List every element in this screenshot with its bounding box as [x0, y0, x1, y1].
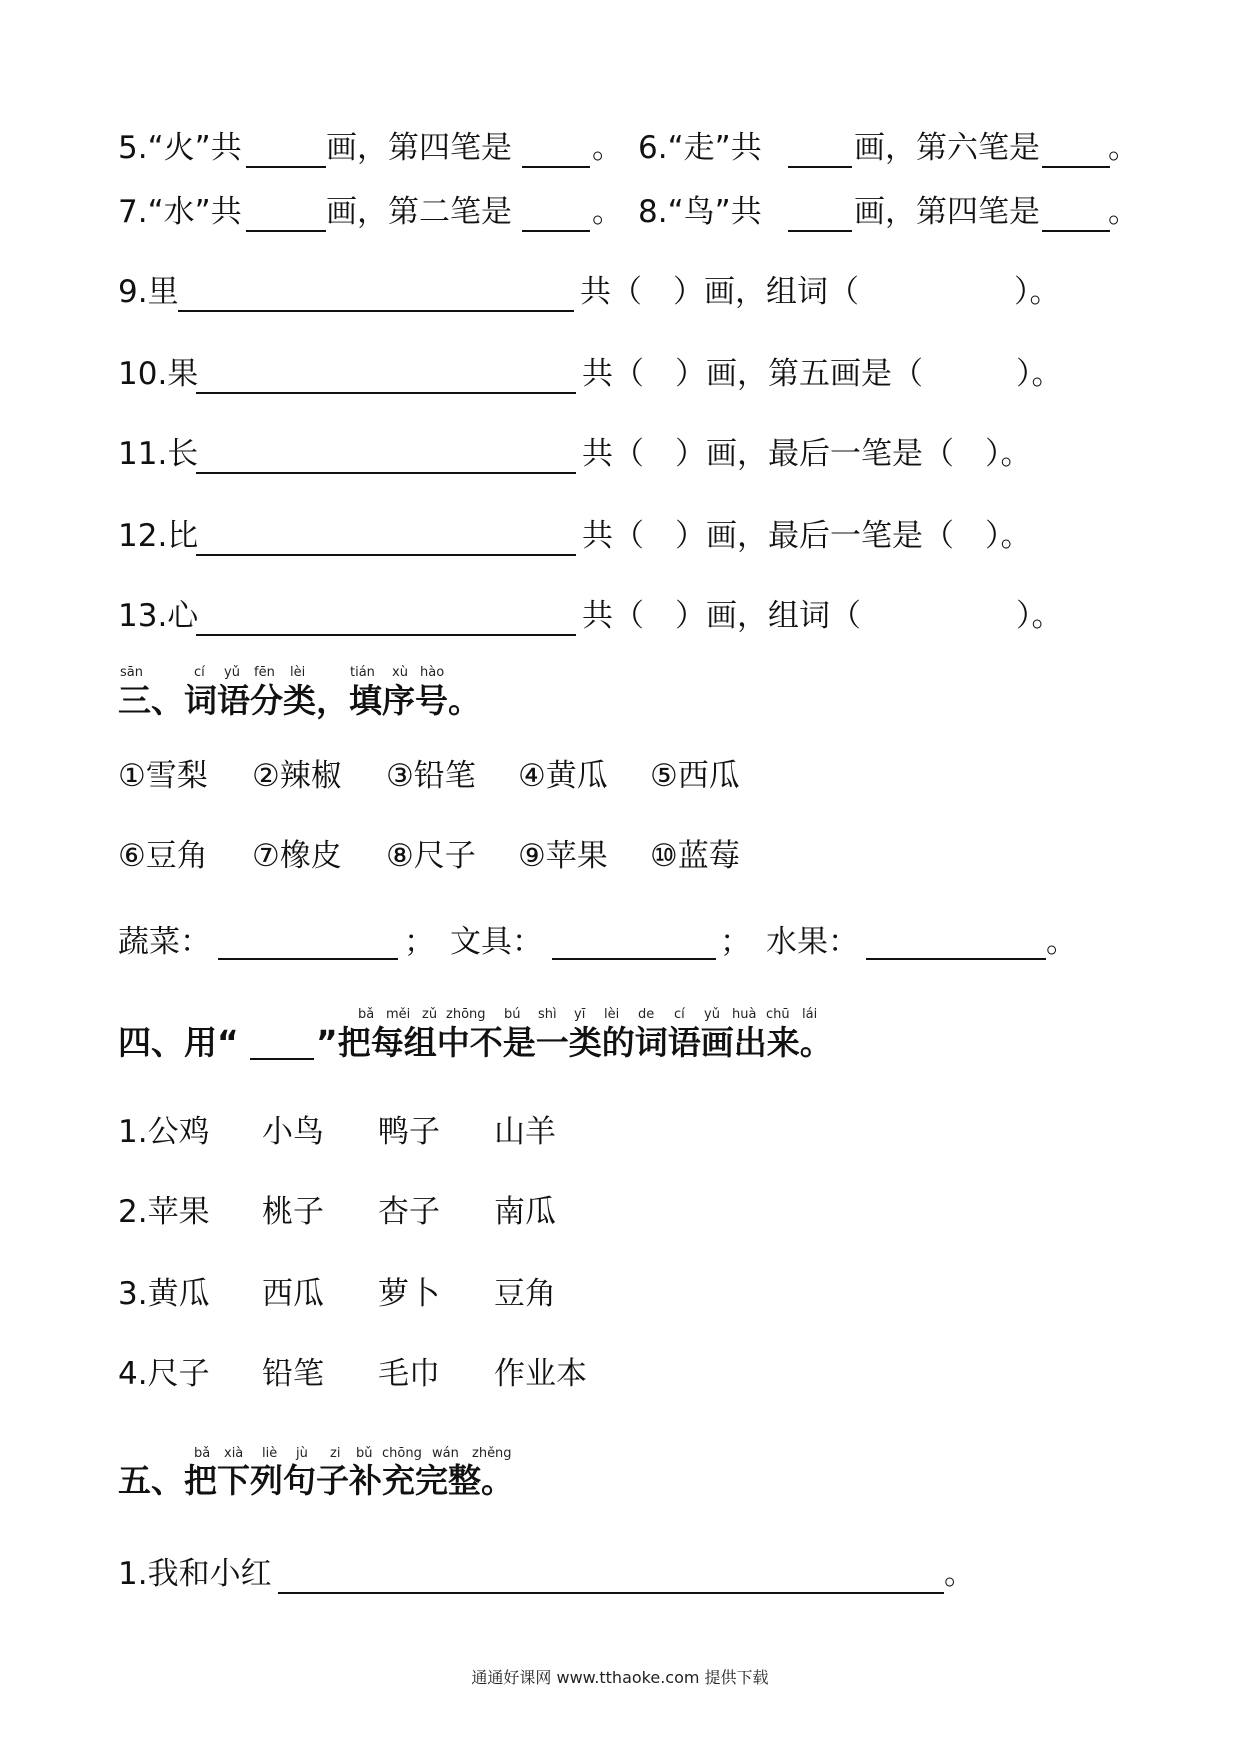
pinyin: měi	[386, 1007, 411, 1022]
footer-credit: 通通好课网 www.tthaoke.com 提供下载	[471, 1668, 769, 1687]
fruit-answer-line[interactable]	[866, 958, 1046, 960]
pinyin: cí	[194, 665, 205, 680]
stationery-answer-line[interactable]	[552, 958, 716, 960]
group-word[interactable]: 小鸟	[262, 1114, 324, 1150]
writing-line[interactable]	[178, 310, 574, 312]
write-item-tail: 共（ ）画，第五画是（ ）。	[582, 356, 1063, 392]
group-word[interactable]: 鸭子	[378, 1114, 440, 1150]
pinyin: bǎ	[358, 1007, 375, 1022]
blank-line[interactable]	[788, 230, 852, 232]
write-item-tail: 共（ ）画，组词（ ）。	[580, 274, 1061, 310]
writing-line[interactable]	[196, 392, 576, 394]
stroke-item-end: 。	[1108, 194, 1139, 230]
word-option: ③铅笔	[386, 758, 476, 794]
blank-line[interactable]	[246, 166, 326, 168]
stroke-item-mid: 画，第四笔是	[326, 130, 512, 166]
pinyin: fēn	[254, 665, 275, 680]
pinyin: zǔ	[422, 1007, 438, 1022]
pinyin: shì	[538, 1007, 557, 1022]
section-4-title-prefix: 四、用“	[118, 1023, 239, 1062]
write-item-label: 10.果	[118, 356, 199, 392]
group-word[interactable]: 作业本	[494, 1356, 587, 1392]
stroke-item-label: 8.“鸟”共	[638, 194, 762, 230]
group-word[interactable]: 山羊	[494, 1114, 556, 1150]
pinyin: tián	[350, 665, 375, 680]
category-fruit-label: 水果：	[766, 924, 859, 960]
stroke-item-label: 6.“走”共	[638, 130, 762, 166]
pinyin: yī	[574, 1007, 586, 1022]
word-option: ⑤西瓜	[650, 758, 740, 794]
write-item-label: 9.里	[118, 274, 179, 310]
write-item-tail: 共（ ）画，组词（ ）。	[582, 598, 1063, 634]
vegetables-answer-line[interactable]	[218, 958, 398, 960]
period: 。	[1046, 924, 1077, 960]
blank-line[interactable]	[1042, 166, 1110, 168]
section-5-title: 五、把下列句子补充完整。	[118, 1461, 514, 1500]
group-word[interactable]: 桃子	[262, 1194, 324, 1230]
stroke-item-end: 。	[592, 194, 623, 230]
sentence-item-label: 1.我和小红	[118, 1556, 272, 1592]
underline-symbol	[250, 1058, 314, 1060]
pinyin: bǎ	[194, 1446, 211, 1461]
sentence-item-end: 。	[944, 1556, 975, 1592]
category-vegetables-label: 蔬菜：	[118, 924, 211, 960]
separator: ；	[404, 924, 435, 960]
word-option: ①雪梨	[118, 758, 208, 794]
separator: ；	[720, 924, 751, 960]
pinyin: de	[638, 1007, 655, 1022]
pinyin: lèi	[290, 665, 306, 680]
writing-line[interactable]	[196, 472, 576, 474]
group-word[interactable]: 豆角	[494, 1276, 556, 1312]
write-item-label: 11.长	[118, 436, 199, 472]
pinyin: sān	[120, 665, 143, 680]
word-option: ②辣椒	[252, 758, 342, 794]
pinyin: jù	[296, 1446, 308, 1461]
pinyin: lèi	[604, 1007, 620, 1022]
pinyin: lái	[802, 1007, 818, 1022]
word-option: ⑦橡皮	[252, 838, 342, 874]
blank-line[interactable]	[788, 166, 852, 168]
pinyin: yǔ	[224, 665, 240, 680]
pinyin: zi	[330, 1446, 341, 1461]
write-item-tail: 共（ ）画，最后一笔是（ ）。	[582, 518, 1032, 554]
stroke-item-mid: 画，第六笔是	[854, 130, 1040, 166]
category-stationery-label: 文具：	[450, 924, 543, 960]
stroke-item-label: 7.“水”共	[118, 194, 242, 230]
group-word[interactable]: 南瓜	[494, 1194, 556, 1230]
writing-line[interactable]	[196, 634, 576, 636]
word-option: ⑨苹果	[518, 838, 608, 874]
section-3-title: 三、词语分类，填序号。	[118, 681, 481, 720]
pinyin: xià	[224, 1446, 244, 1461]
pinyin: zhōng	[446, 1007, 486, 1022]
pinyin: yǔ	[704, 1007, 720, 1022]
stroke-item-mid: 画，第四笔是	[854, 194, 1040, 230]
group-word[interactable]: 2.苹果	[118, 1194, 210, 1230]
writing-line[interactable]	[196, 554, 576, 556]
blank-line[interactable]	[522, 166, 590, 168]
word-option: ⑥豆角	[118, 838, 208, 874]
pinyin: chū	[766, 1007, 790, 1022]
section-4-title-suffix: ”把每组中不是一类的词语画出来。	[316, 1023, 833, 1062]
blank-line[interactable]	[1042, 230, 1110, 232]
word-option: ⑧尺子	[386, 838, 476, 874]
pinyin: bú	[504, 1007, 521, 1022]
stroke-item-end: 。	[592, 130, 623, 166]
pinyin: zhěng	[472, 1446, 512, 1461]
pinyin: chōng	[382, 1446, 422, 1461]
pinyin: cí	[674, 1007, 685, 1022]
group-word[interactable]: 杏子	[378, 1194, 440, 1230]
write-item-label: 13.心	[118, 598, 199, 634]
word-option: ④黄瓜	[518, 758, 608, 794]
pinyin: xù	[392, 665, 408, 680]
blank-line[interactable]	[522, 230, 590, 232]
stroke-item-mid: 画，第二笔是	[326, 194, 512, 230]
group-word[interactable]: 萝卜	[378, 1276, 440, 1312]
pinyin: huà	[732, 1007, 757, 1022]
stroke-item-end: 。	[1108, 130, 1139, 166]
group-word[interactable]: 4.尺子	[118, 1356, 210, 1392]
stroke-item-label: 5.“火”共	[118, 130, 242, 166]
blank-line[interactable]	[246, 230, 326, 232]
group-word[interactable]: 毛巾	[378, 1356, 440, 1392]
group-word[interactable]: 西瓜	[262, 1276, 324, 1312]
write-item-label: 12.比	[118, 518, 199, 554]
group-word[interactable]: 铅笔	[262, 1356, 324, 1392]
pinyin: hào	[420, 665, 445, 680]
group-word[interactable]: 3.黄瓜	[118, 1276, 210, 1312]
write-item-tail: 共（ ）画，最后一笔是（ ）。	[582, 436, 1032, 472]
pinyin: wán	[432, 1446, 459, 1461]
sentence-answer-line[interactable]	[278, 1592, 944, 1594]
group-word[interactable]: 1.公鸡	[118, 1114, 210, 1150]
pinyin: bǔ	[356, 1446, 373, 1461]
pinyin: liè	[262, 1446, 278, 1461]
word-option: ⑩蓝莓	[650, 838, 740, 874]
